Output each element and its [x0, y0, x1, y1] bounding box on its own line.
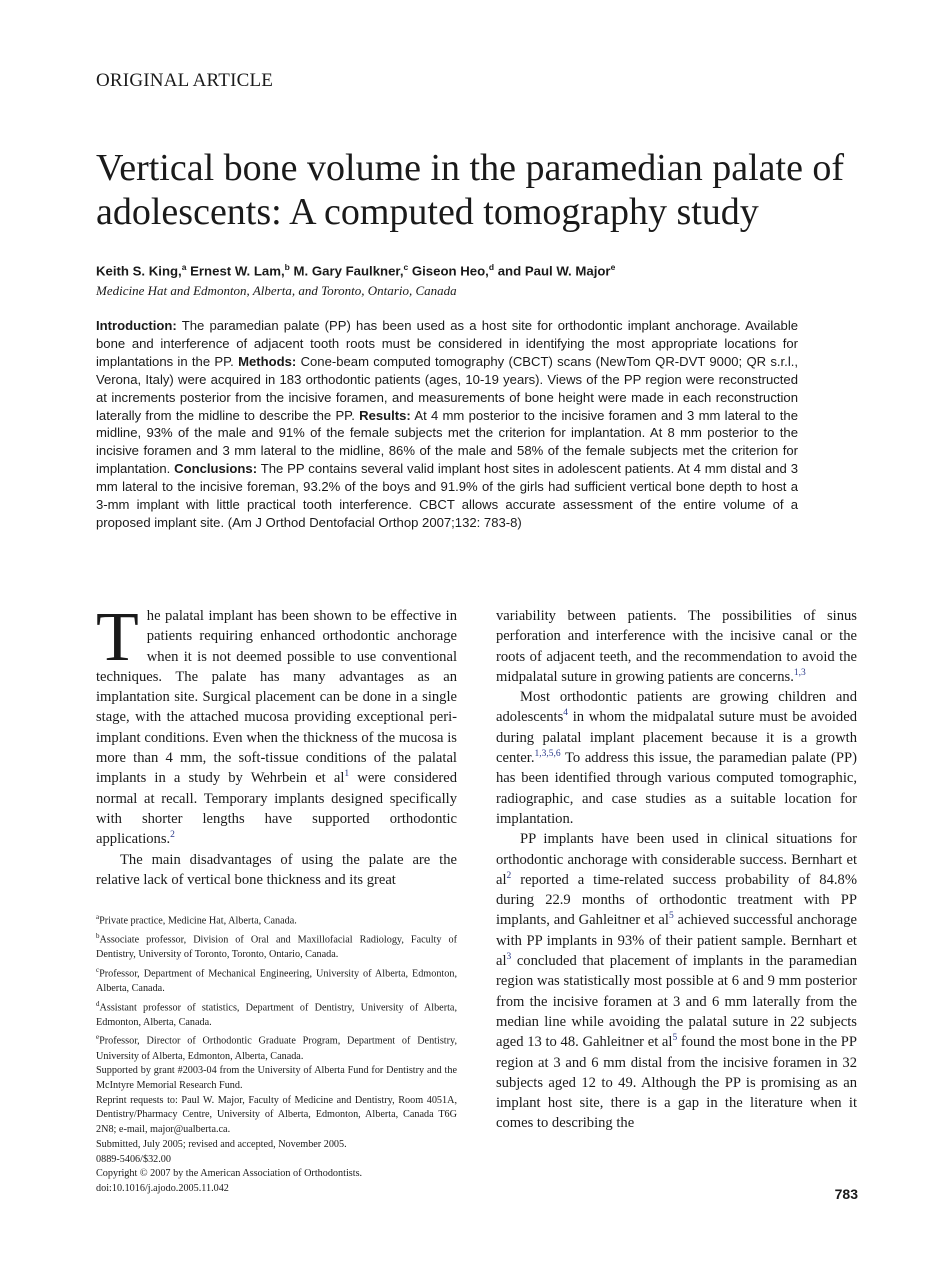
body-text: Most orthodontic patients are growing children and adolescents: [496, 689, 857, 726]
citation-link[interactable]: 4: [563, 708, 569, 719]
author-name: Keith S. King,: [96, 263, 182, 279]
body-text: in whom the midpalatal suture must be avoided during palatal implant placement because it is a growth center.: [496, 709, 857, 767]
copyright-line: Copyright © 2007 by the American Association of Orthodontists.: [96, 1168, 363, 1180]
drop-cap: T: [96, 599, 139, 676]
section-label: ORIGINAL ARTICLE: [96, 70, 274, 91]
footnote-mark: e: [96, 1033, 100, 1042]
abstract-conclusions: The PP contains several valid implant host sites in adolescent patients. At 4 mm distal and 3 mm lateral to the incisive foreman, 93.2% of the boys and 91.9% of the girls had sufficient vertical bone depth to host a 3-mm implant with little practical tooth interference. CBCT allows accurate assessment of the entire volume of a proposed implant site. (Am J Orthod Dentofacial Orthop 2007;132: 783-8): [96, 461, 798, 530]
citation-link[interactable]: 5: [668, 911, 674, 922]
footnote-mark: c: [96, 965, 100, 974]
article-title: Vertical bone volume in the paramedian palate of adolescents: A computed tomography study: [96, 147, 845, 233]
author-name: Ernest W. Lam,: [190, 263, 285, 279]
body-text: found the most bone in the PP region at 3 and 6 mm distal from the incisive foramen in 32 subjects aged 12 to 49. Although the PP is promising as an implant host site, there is a gap in the literature when it comes to describing the: [496, 1034, 857, 1132]
author-list: [96, 262, 856, 278]
footnote-text: Private practice, Medicine Hat, Alberta, Canada.: [99, 915, 297, 927]
footnote-text: Associate professor, Division of Oral and Maxillofacial Radiology, Faculty of Dentistry, University of Toronto, Toronto, Ontario, Canada.: [96, 934, 457, 961]
author-affiliation-mark: c: [403, 262, 409, 272]
footnote-text: Professor, Department of Mechanical Engineering, University of Alberta, Edmonton, Alberta, Canada.: [96, 968, 457, 994]
body-paragraph: [96, 599, 457, 850]
citation-link[interactable]: 2: [170, 830, 175, 841]
footnote-mark: a: [96, 913, 100, 921]
footnote-text: Professor, Director of Orthodontic Graduate Program, Department of Dentistry, University of Alberta, Edmonton, Alberta, Canada.: [96, 1035, 457, 1062]
body-column-left: [96, 599, 457, 890]
doi-line: doi:10.1016/j.ajodo.2005.11.042: [96, 1182, 229, 1194]
author-name: Giseon Heo,: [411, 263, 489, 279]
citation-link[interactable]: 1,3: [793, 668, 806, 679]
abstract-results-label: Results:: [359, 407, 411, 423]
author-affiliation-mark: e: [610, 262, 616, 272]
body-text: he palatal implant has been shown to be effective in patients requiring enhanced orthodontic anchorage when it is not deemed possible to use conventional techniques. The palate has many advantages as an implantation site. Surgical placement can be done in a single stage, with the attached mucosa providing exceptional peri-implant conditions. Even when the thickness of the mucosa is more than 4 mm, the soft-tissue conditions of the palatal implants in a study by Wehrbein et al: [96, 608, 457, 787]
body-text: PP implants have been used in clinical situations for orthodontic anchorage with considerable success. Bernhart et al: [496, 831, 857, 888]
body-text: reported a time-related success probability of 84.8% during 22.9 months of orthodontic treatment with PP implants, and Gahleitner et al: [496, 871, 857, 929]
footnote-text: Assistant professor of statistics, Department of Dentistry, University of Alberta, Edmonton, Alberta, Canada.: [96, 1002, 457, 1028]
footnote-mark: d: [96, 999, 100, 1008]
reprint-note: Reprint requests to: Paul W. Major, Faculty of Medicine and Dentistry, Room 4051A, Dentistry/Pharmacy Centre, University of Alberta, Edmonton, Alberta, Canada T6G 2N8; e-mail, major@ualberta.ca.: [96, 1094, 457, 1136]
abstract: [96, 317, 798, 532]
citation-link[interactable]: 2: [506, 871, 512, 881]
footnote-mark: b: [96, 932, 100, 941]
author-affiliation-mark: a: [181, 262, 187, 272]
body-paragraph: [496, 606, 857, 687]
body-text: were considered normal at recall. Temporary implants designed specifically with shorter lengths have supported orthodontic applications.: [96, 770, 457, 848]
citation-link[interactable]: 1,3,5,6: [534, 749, 561, 760]
body-text: concluded that placement of implants in the paramedian region was statistically most possible at 6 and 9 mm posterior from the incisive foramen at 3 and 6 mm laterally from the median line while avoiding the palatal suture in 22 subjects aged 13 to 48. Gahleitner et al: [496, 953, 857, 1051]
abstract-methods: Cone-beam computed tomography (CBCT) scans (NewTom QR-DVT 9000; QR s.r.l., Verona, Italy) were acquired in 183 orthodontic patients (ages, 10-19 years). Views of the PP region were reconstructed at increments posterior from the incisive foramen, and measurements of bone height were made in each reconstruction laterally from the midline to describe the PP.: [96, 353, 799, 423]
footnote: [96, 929, 457, 963]
body-column-right: [496, 606, 857, 1134]
author-name: M. Gary Faulkner,: [293, 263, 404, 279]
footnote: [96, 1030, 457, 1064]
footnote: [96, 963, 457, 997]
body-paragraph: The main disadvantages of using the palate are the relative lack of vertical bone thickness and its great: [96, 851, 457, 888]
page-number: 783: [834, 1186, 858, 1202]
body-paragraph: [496, 687, 857, 829]
abstract-methods-label: Methods:: [238, 353, 297, 369]
author-name: and Paul W. Major: [497, 263, 611, 279]
footnotes: [96, 910, 457, 1197]
abstract-introduction-label: Introduction:: [96, 318, 177, 333]
issn-price: 0889-5406/$32.00: [96, 1153, 171, 1165]
body-text: achieved successful anchorage with PP implants in 93% of their patient sample. Bernhart et al: [496, 912, 857, 970]
citation-link[interactable]: 5: [672, 1033, 678, 1044]
abstract-conclusions-label: Conclusions:: [174, 461, 258, 477]
author-affiliation-mark: b: [284, 262, 290, 272]
abstract-introduction: The paramedian palate (PP) has been used as a host site for orthodontic implant anchorage. Available bone and interference of adjacent tooth roots must be considered in identifying the most appropriate locations for implantations in the PP.: [96, 318, 799, 369]
submission-dates: Submitted, July 2005; revised and accepted, November 2005.: [96, 1138, 347, 1150]
footnote: [96, 997, 457, 1031]
citation-link[interactable]: 3: [506, 952, 512, 963]
affiliation-line: Medicine Hat and Edmonton, Alberta, and Toronto, Ontario, Canada: [96, 283, 457, 298]
body-paragraph: [496, 829, 857, 1133]
author-affiliation-mark: d: [488, 262, 495, 272]
body-text: To address this issue, the paramedian palate (PP) has been identified through various computed tomographic, radiographic, and case studies as a suitable location for implantation.: [496, 750, 857, 827]
abstract-results: At 4 mm posterior to the incisive foramen and 3 mm lateral to the midline, 93% of the male and 91% of the female subjects met the criterion for implantation. At 8 mm posterior to the incisive foramen and 3 mm lateral to the midline, 86% of the male and 58% of the female subjects met the criterion for implantation.: [96, 407, 798, 477]
body-text: variability between patients. The possibilities of sinus perforation and interference with the incisive canal or the roots of adjacent teeth, and the recommendation to avoid the midpalatal suture in growing patients are concerns.: [496, 608, 857, 685]
footnote: [96, 910, 457, 929]
citation-link[interactable]: 1: [344, 769, 350, 780]
funding-note: Supported by grant #2003-04 from the University of Alberta Fund for Dentistry and the McIntyre Memorial Research Fund.: [96, 1065, 457, 1091]
